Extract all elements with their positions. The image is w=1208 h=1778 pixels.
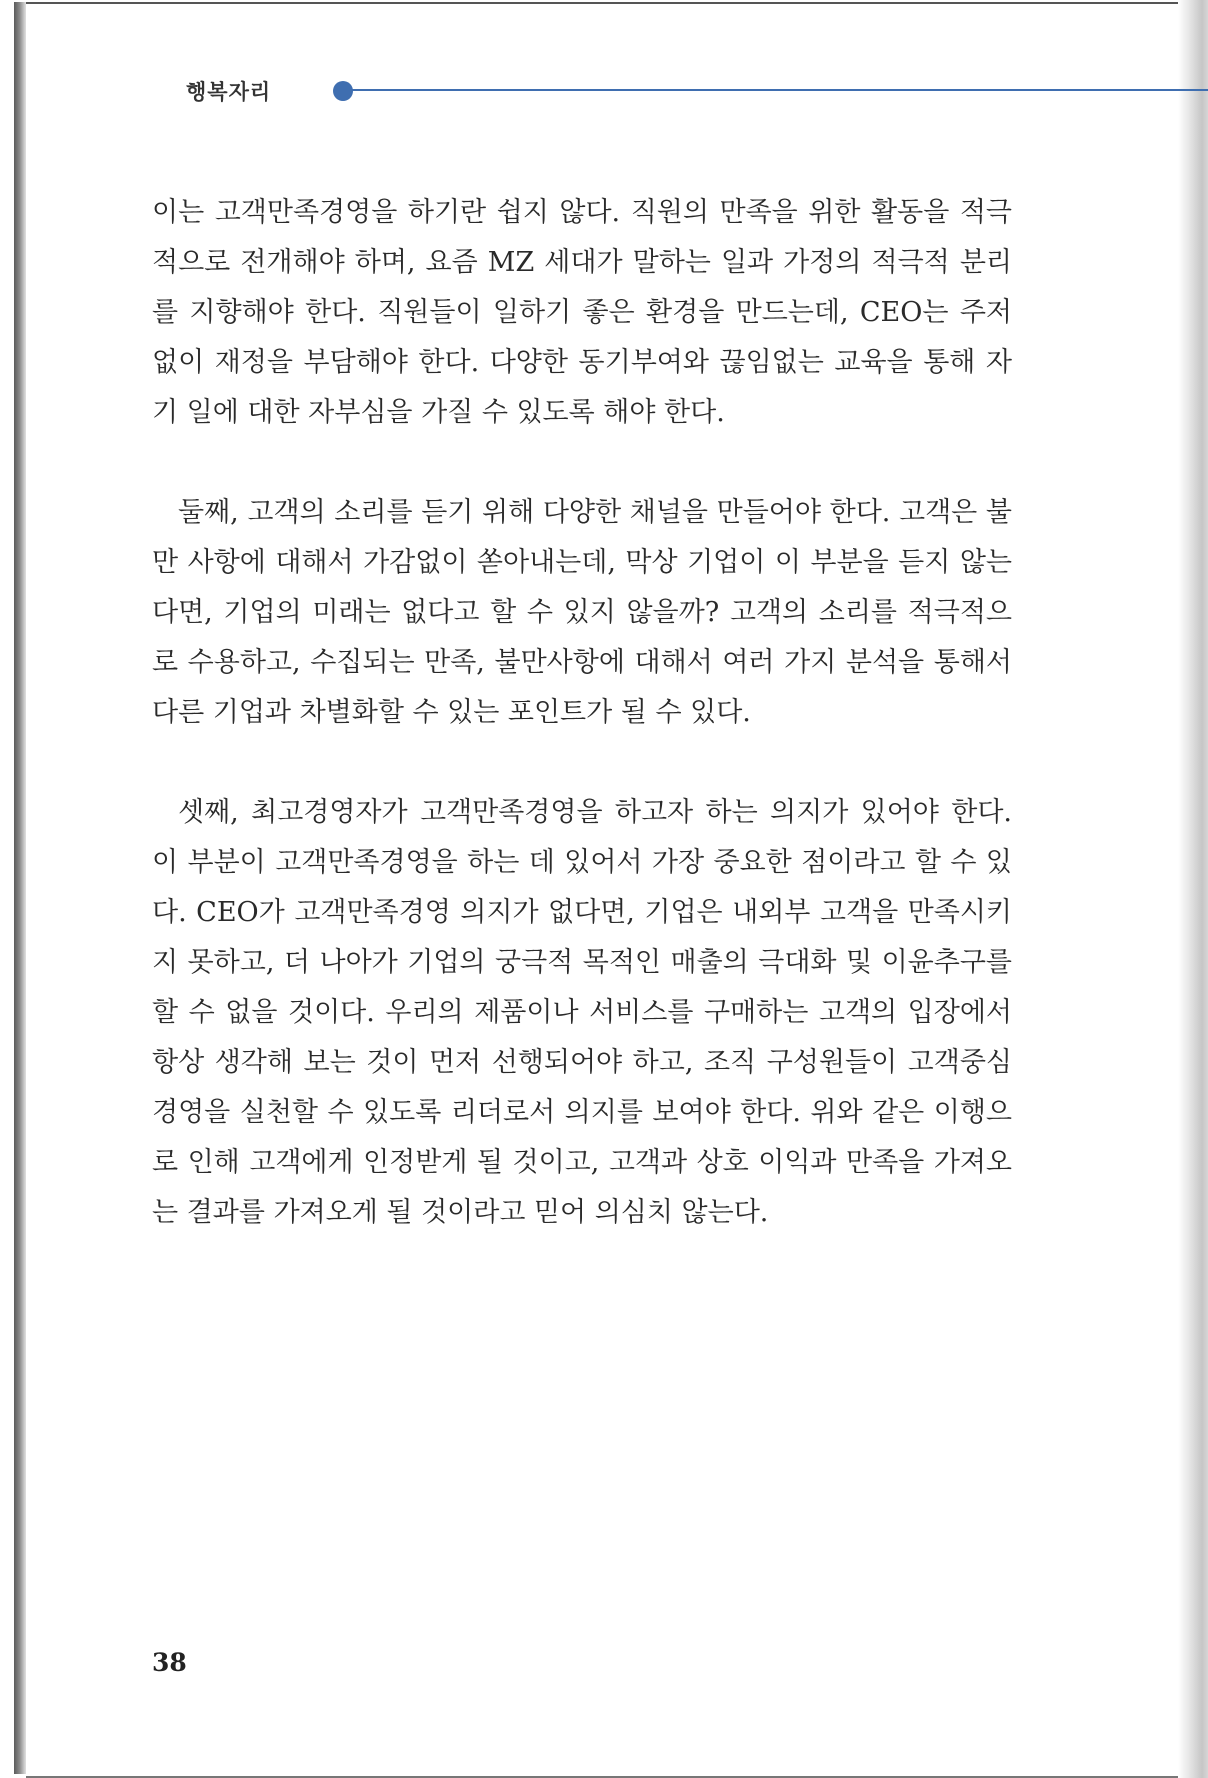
header-dot-ornament [333, 81, 353, 101]
paragraph-3: 셋째, 최고경영자가 고객만족경영을 하고자 하는 의지가 있어야 한다. 이 부분이 고객만족경영을 하는 데 있어서 가장 중요한 점이라고 할 수 있다. CEO가 고객만족경영 의지가 없다면, 기업은 내외부 고객을 만족시키지 못하고, 더 나아가 기업의 궁극적 목적인 매출의 극대화 및 이윤추구를 할 수 없을 것이다. 우리의 제품이나 서비스를 구매하는 고객의 입장에서 항상 생각해 보는 것이 먼저 선행되어야 하고, 조직 구성원들이 고객중심 경영을 실천할 수 있도록 리더로서 의지를 보여야 한다. 위와 같은 이행으로 인해 고객에게 인정받게 될 것이고, 고객과 상호 이익과 만족을 가져오는 결과를 가져오게 될 것이라고 믿어 의심치 않는다. [152, 797, 1012, 1228]
page-number: 38 [152, 1648, 187, 1677]
page-edge-shadow [1178, 0, 1208, 1778]
paragraph-2: 둘째, 고객의 소리를 듣기 위해 다양한 채널을 만들어야 한다. 고객은 불만 사항에 대해서 가감없이 쏟아내는데, 막상 기업이 이 부분을 듣지 않는다면, 기업의 미래는 없다고 할 수 있지 않을까? 고객의 소리를 적극적으로 수용하고, 수집되는 만족, 불만사항에 대해서 여러 가지 분석을 통해서 다른 기업과 차별화할 수 있는 포인트가 될 수 있다. [152, 497, 1012, 728]
paragraph-1: 이는 고객만족경영을 하기란 쉽지 않다. 직원의 만족을 위한 활동을 적극적으로 전개해야 하며, 요즘 MZ 세대가 말하는 일과 가정의 적극적 분리를 지향해야 한다. 직원들이 일하기 좋은 환경을 만드는데, CEO는 주저 없이 재정을 부담해야 한다. 다양한 동기부여와 끊임없는 교육을 통해 자기 일에 대한 자부심을 가질 수 있도록 해야 한다. [152, 197, 1012, 428]
header-rule-line [345, 89, 1208, 91]
running-header-title: 행복자리 [186, 80, 272, 104]
body-text [152, 188, 1012, 1288]
